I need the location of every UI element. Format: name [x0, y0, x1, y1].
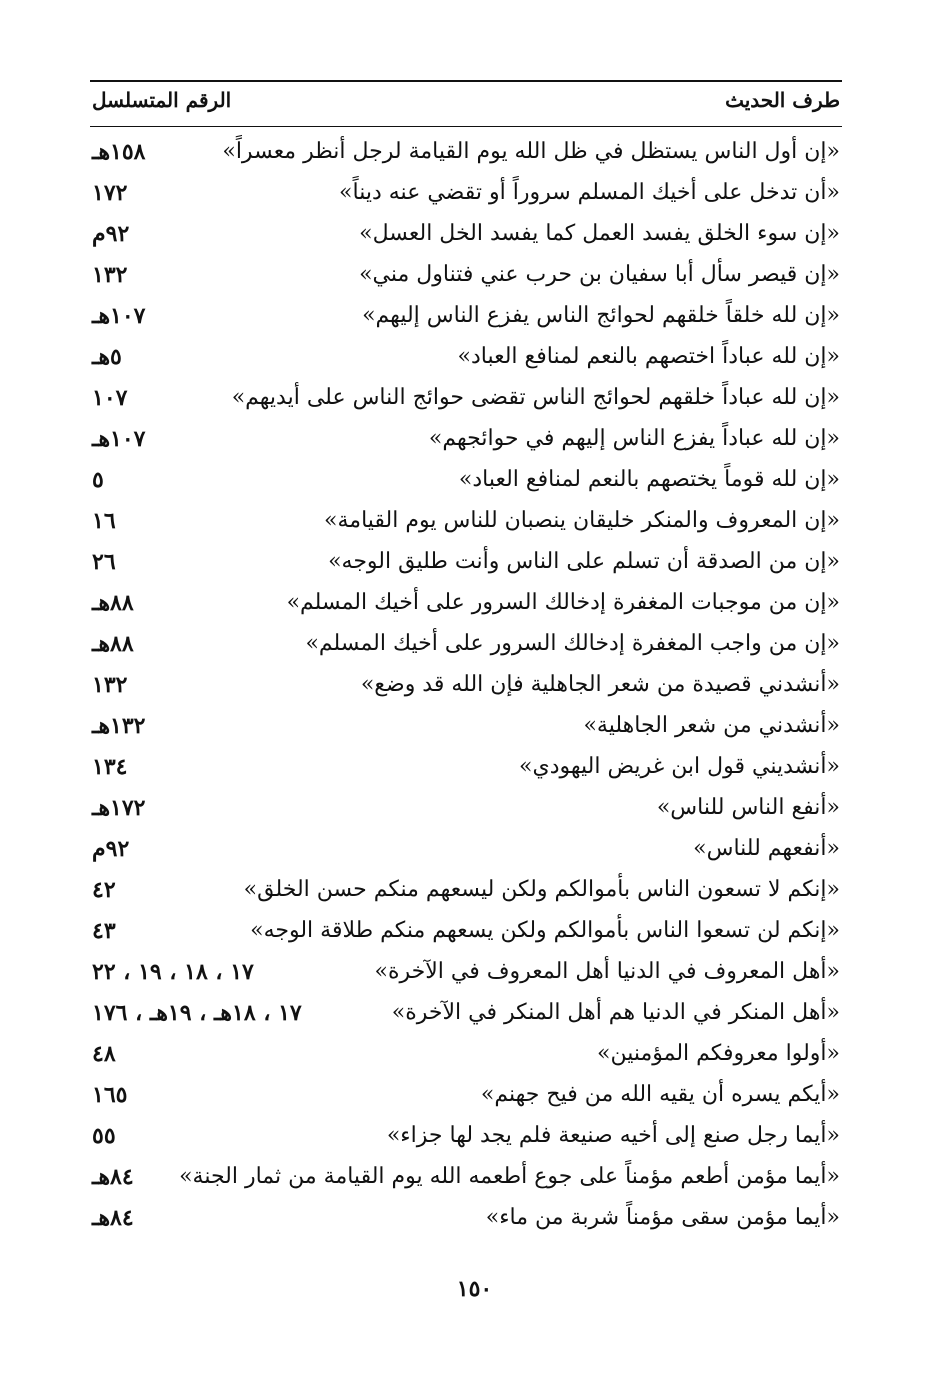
hadith-text: «أنفعهم للناس»: [693, 836, 840, 861]
list-item: [90, 791, 842, 832]
hadith-text: «إن أول الناس يستظل في ظل الله يوم القيامة لرجل أنظر معسراً»: [222, 139, 840, 164]
serial-number: ٤٣: [92, 918, 116, 944]
list-item: [90, 258, 842, 299]
list-item: [90, 955, 842, 996]
serial-number-column-heading: الرقم المتسلسل: [92, 88, 232, 112]
list-item: [90, 340, 842, 381]
serial-number: ٥٥: [92, 1123, 116, 1149]
hadith-text: «إن المعروف والمنكر خليقان ينصبان للناس يوم القيامة»: [324, 508, 840, 533]
list-item: [90, 750, 842, 791]
serial-number: ٨٤هـ: [92, 1205, 134, 1231]
serial-number: ١٣٢هـ: [92, 713, 146, 739]
hadith-text: «إن لله خلقاً خلقهم لحوائج الناس يفزع الناس إليهم»: [362, 303, 840, 328]
list-item: [90, 627, 842, 668]
hadith-text: «أنشدني من شعر الجاهلية»: [583, 713, 840, 738]
hadith-text: «أيما رجل صنع إلى أخيه صنيعة فلم يجد لها جزاء»: [386, 1123, 840, 1148]
hadith-text: «إن لله عباداً خلقهم لحوائج الناس تقضى حوائج الناس على أيديهم»: [231, 385, 840, 410]
serial-number: ١٣٤: [92, 754, 128, 780]
serial-number: ١٠٧هـ: [92, 303, 146, 329]
hadith-text: «إن سوء الخلق يفسد العمل كما يفسد الخل العسل»: [359, 221, 840, 246]
list-item: [90, 1201, 842, 1242]
list-item: [90, 217, 842, 258]
list-item: [90, 463, 842, 504]
hadith-text: «إنكم لن تسعوا الناس بأموالكم ولكن يسعهم منكم طلاقة الوجه»: [250, 918, 840, 943]
list-item: [90, 914, 842, 955]
list-item: [90, 135, 842, 176]
list-item: [90, 176, 842, 217]
hadith-text: «أيكم يسره أن يقيه الله من فيح جهنم»: [480, 1082, 840, 1107]
hadith-text: «أيما مؤمن سقى مؤمناً شربة من ماء»: [485, 1205, 840, 1230]
hadith-text: «أنفع الناس للناس»: [656, 795, 840, 820]
serial-number: ١٠٧هـ: [92, 426, 146, 452]
hadith-text: «أنشدني قصيدة من شعر الجاهلية فإن الله قد وضع»: [360, 672, 840, 697]
list-item: [90, 832, 842, 873]
serial-number: ٢٦: [92, 549, 116, 575]
serial-number: ٥هـ: [92, 344, 122, 370]
serial-number: ٨٨هـ: [92, 590, 134, 616]
list-item: [90, 381, 842, 422]
hadith-text: «إن قيصر سأل أبا سفيان بن حرب عني فتناول مني»: [359, 262, 840, 287]
hadith-column-heading: طرف الحديث: [725, 88, 840, 112]
list-item: [90, 299, 842, 340]
hadith-text: «إن لله قوماً يختصهم بالنعم لمنافع العباد»: [458, 467, 840, 492]
serial-number: ١٣٢: [92, 262, 128, 288]
serial-number: ١٦٥: [92, 1082, 128, 1108]
serial-number: ١٠٧: [92, 385, 128, 411]
list-item: [90, 586, 842, 627]
serial-number: ٩٢م: [92, 836, 130, 862]
serial-number: ١٧ ، ١٨هـ ، ١٩هـ ، ١٧٦: [92, 1000, 302, 1026]
table-header: [90, 80, 842, 127]
serial-number: ١٧٢: [92, 180, 128, 206]
serial-number: ٤٢: [92, 877, 116, 903]
serial-number: ٥: [92, 467, 104, 493]
hadith-text: «أولوا معروفكم المؤمنين»: [597, 1041, 840, 1066]
hadith-text: «إن من موجبات المغفرة إدخالك السرور على أخيك المسلم»: [286, 590, 840, 615]
list-item: [90, 709, 842, 750]
list-item: [90, 873, 842, 914]
hadith-text: «أهل المنكر في الدنيا هم أهل المنكر في الآخرة»: [391, 1000, 840, 1025]
list-item: [90, 545, 842, 586]
serial-number: ٨٨هـ: [92, 631, 134, 657]
serial-number: ٨٤هـ: [92, 1164, 134, 1190]
hadith-text: «إنكم لا تسعون الناس بأموالكم ولكن ليسعهم منكم حسن الخلق»: [243, 877, 840, 902]
hadith-text: «أهل المعروف في الدنيا أهل المعروف في الآخرة»: [374, 959, 840, 984]
hadith-text: «أن تدخل على أخيك المسلم سروراً أو تقضي عنه ديناً»: [339, 180, 840, 205]
serial-number: ١٧ ، ١٨ ، ١٩ ، ٢٢: [92, 959, 254, 985]
list-item: [90, 1078, 842, 1119]
hadith-text: «أيما مؤمن أطعم مؤمناً على جوع أطعمه الله يوم القيامة من ثمار الجنة»: [179, 1164, 840, 1189]
list-item: [90, 1119, 842, 1160]
page-number: ١٥٠: [456, 1276, 493, 1302]
hadith-text: «إن من الصدقة أن تسلم على الناس وأنت طليق الوجه»: [328, 549, 840, 574]
serial-number: ٩٢م: [92, 221, 130, 247]
list-item: [90, 504, 842, 545]
hadith-text: «إن لله عباداً يفزع الناس إليهم في حوائجهم»: [428, 426, 840, 451]
hadith-index-list: [90, 135, 842, 1242]
list-item: [90, 668, 842, 709]
serial-number: ٤٨: [92, 1041, 116, 1067]
hadith-text: «إن لله عباداً اختصهم بالنعم لمنافع العباد»: [457, 344, 840, 369]
list-item: [90, 1037, 842, 1078]
hadith-text: «أنشديني قول ابن غريض اليهودي»: [519, 754, 840, 779]
serial-number: ١٥٨هـ: [92, 139, 146, 165]
hadith-text: «إن من واجب المغفرة إدخالك السرور على أخيك المسلم»: [305, 631, 840, 656]
list-item: [90, 422, 842, 463]
serial-number: ١٣٢: [92, 672, 128, 698]
list-item: [90, 1160, 842, 1201]
serial-number: ١٦: [92, 508, 116, 534]
serial-number: ١٧٢هـ: [92, 795, 146, 821]
list-item: [90, 996, 842, 1037]
